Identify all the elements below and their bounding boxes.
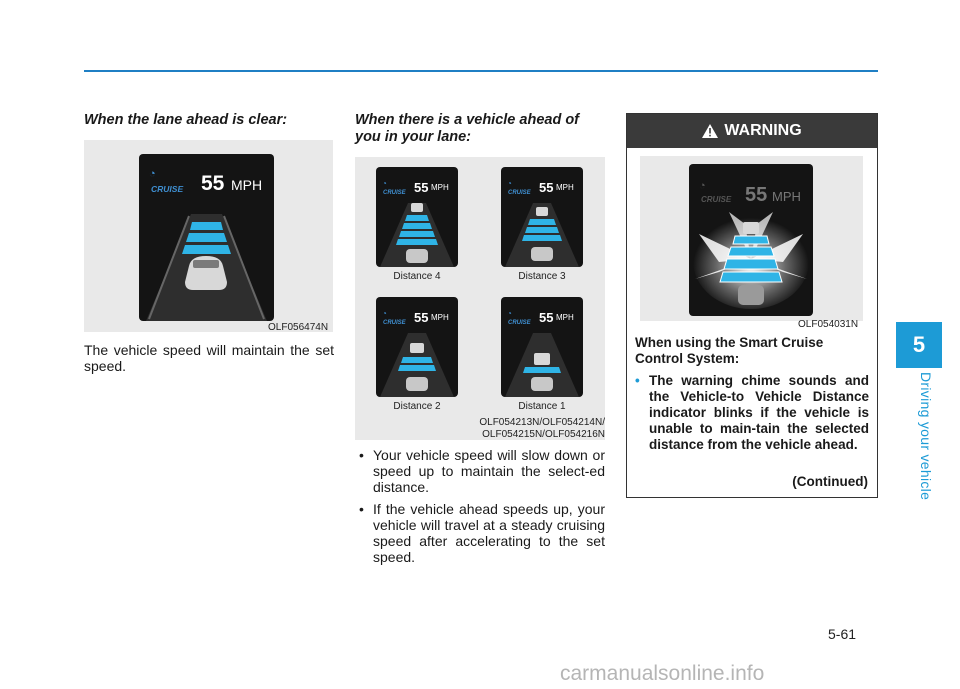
- cruise-gauge-icon: ◔: [382, 309, 387, 318]
- blinking-indicator-illustration: [689, 164, 813, 316]
- image-code-line-2: OLF054215N/OLF054216N: [482, 429, 605, 440]
- set-speed: 55: [745, 184, 768, 206]
- cluster-display: [139, 154, 274, 321]
- lead-car-icon: [410, 343, 424, 353]
- lane-illustration: [501, 167, 583, 267]
- distance-2-caption: Distance 2: [393, 401, 441, 412]
- car-icon: [406, 249, 428, 263]
- lead-car-icon: [536, 207, 548, 216]
- lane-clear-description: The vehicle speed will maintain the set speed.: [84, 342, 334, 374]
- speed-unit: MPH: [431, 313, 449, 322]
- distance-3-display: [501, 167, 583, 267]
- speed-unit: MPH: [431, 183, 449, 192]
- header-rule: [84, 70, 878, 72]
- warning-icon: [702, 124, 718, 138]
- cruise-label: CRUISE: [508, 190, 531, 196]
- distance-4-caption: Distance 4: [393, 271, 441, 282]
- lead-car-icon: [411, 203, 423, 212]
- lead-car-icon: [534, 353, 550, 365]
- car-icon: [738, 285, 764, 305]
- cluster-display: [689, 164, 813, 316]
- warning-figure: [640, 156, 863, 321]
- car-icon: [185, 256, 227, 290]
- cruise-label: CRUISE: [151, 184, 184, 194]
- car-icon: [406, 377, 428, 391]
- car-icon: [531, 247, 553, 261]
- warning-bullets: [635, 373, 869, 453]
- warning-image-code: OLF054031N: [798, 319, 859, 330]
- set-speed: 55: [539, 180, 554, 195]
- set-speed: 55: [201, 172, 225, 195]
- page-number: 5-61: [828, 626, 857, 642]
- set-speed: 55: [539, 310, 554, 325]
- bullet-item: • If the vehicle ahead speeds up, your vehicle will travel at a steady cruising speed after accelerating to the set speed.: [355, 501, 605, 565]
- warning-title: WARNING: [724, 122, 802, 139]
- cruise-gauge-icon: ◔: [149, 168, 156, 180]
- lane-illustration: [501, 297, 583, 397]
- distance-2-display: [376, 297, 458, 397]
- section-title: Driving your vehicle: [918, 372, 934, 501]
- distance-1-display: [501, 297, 583, 397]
- cruise-label: CRUISE: [701, 195, 732, 204]
- section-number-tab: 5: [896, 322, 942, 368]
- warning-bullet-item: • The warning chime sounds and the Vehicle-to Vehicle Distance indicator blinks if the vehicle is unable to main-tain the selected distance from the vehicle ahead.: [635, 373, 869, 453]
- cruise-gauge-icon: ◔: [507, 179, 512, 188]
- set-speed: 55: [414, 310, 429, 325]
- watermark: carmanualsonline.info: [560, 662, 765, 685]
- distance-figure: [355, 157, 605, 440]
- cruise-label: CRUISE: [383, 190, 406, 196]
- speed-unit: MPH: [556, 183, 574, 192]
- cruise-label: CRUISE: [508, 320, 531, 326]
- lane-illustration: [376, 167, 458, 267]
- continued-note: (Continued): [792, 474, 868, 489]
- speed-unit: MPH: [772, 189, 801, 204]
- lane-illustration: [376, 297, 458, 397]
- cruise-gauge-icon: ◔: [382, 179, 387, 188]
- distance-1-caption: Distance 1: [518, 401, 566, 412]
- speed-unit: MPH: [556, 313, 574, 322]
- lane-clear-heading: When the lane ahead is clear:: [84, 112, 288, 128]
- image-code-line-1: OLF054213N/OLF054214N/: [479, 417, 605, 428]
- cruise-gauge-icon: ◔: [699, 180, 706, 192]
- vehicle-ahead-bullets: [355, 447, 605, 571]
- warning-header: [627, 114, 877, 148]
- speed-unit: MPH: [231, 177, 263, 193]
- lane-clear-figure: [84, 140, 333, 332]
- lead-car-icon: [743, 222, 759, 234]
- set-speed: 55: [414, 180, 429, 195]
- distance-4-display: [376, 167, 458, 267]
- cruise-label: CRUISE: [383, 320, 406, 326]
- vehicle-ahead-heading: When there is a vehicle ahead of you in your lane:: [355, 112, 580, 145]
- distance-3-caption: Distance 3: [518, 271, 566, 282]
- lane-illustration: [139, 154, 274, 321]
- cruise-gauge-icon: ◔: [507, 309, 512, 318]
- warning-intro: When using the Smart Cruise Control System:: [635, 335, 824, 366]
- car-icon: [531, 377, 553, 391]
- image-code: OLF056474N: [268, 322, 329, 333]
- bullet-item: • Your vehicle speed will slow down or speed up to maintain the select-ed distance.: [355, 447, 605, 495]
